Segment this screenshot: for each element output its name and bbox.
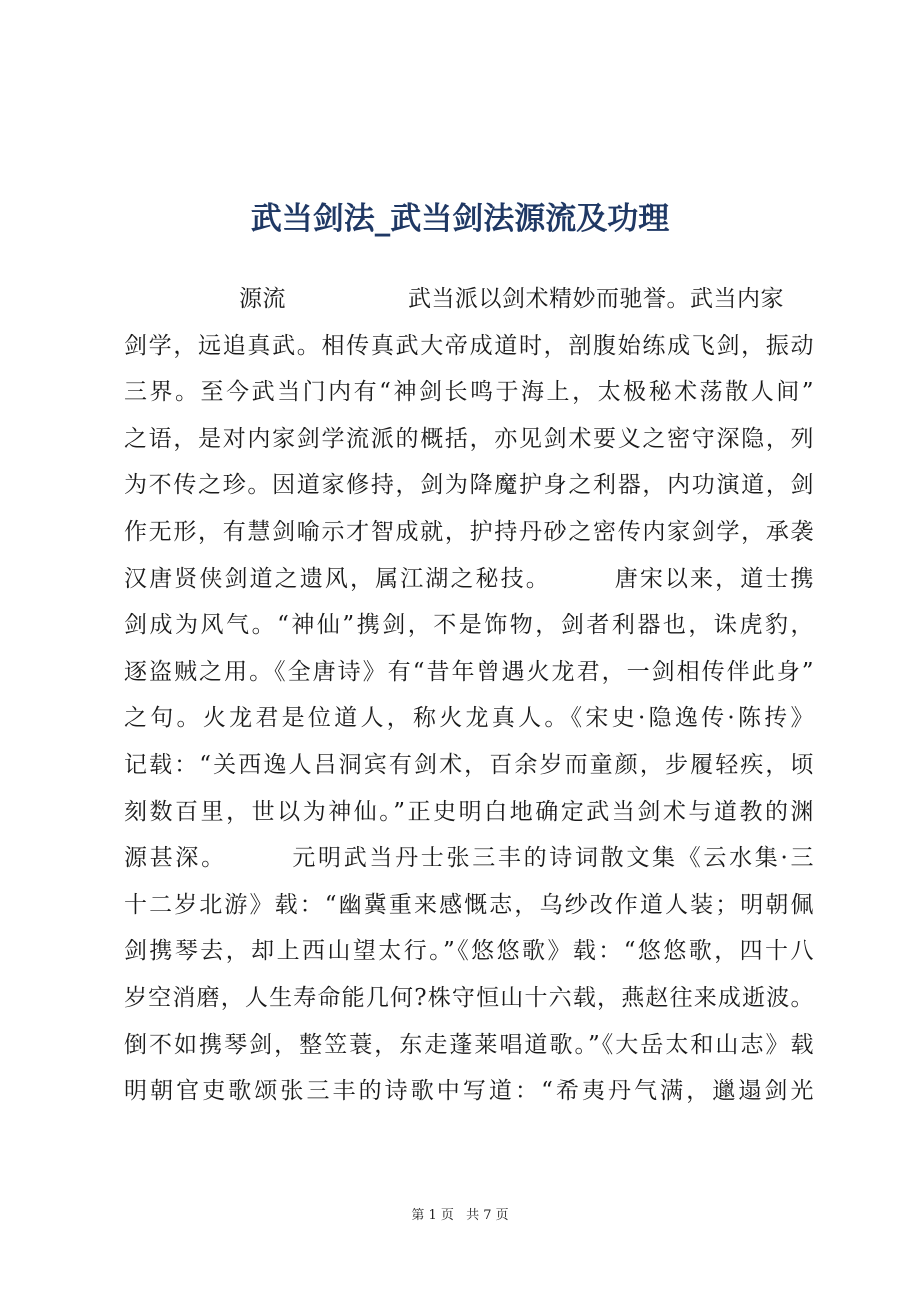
page-number: 第 1 页 (411, 1208, 454, 1223)
body-line: 逐盗贼之用。《全唐诗》有“昔年曾遇火龙君，一剑相传伴此身” (124, 658, 814, 685)
body-line: 之句。火龙君是位道人，称火龙真人。《宋史·隐逸传·陈抟》 (124, 705, 814, 732)
body-line: 汉唐贤侠剑道之遗风，属江湖之秘技。 唐宋以来，道士携 (124, 565, 814, 592)
body-line: 源甚深。 元明武当丹士张三丰的诗词散文集《云水集·三 (124, 845, 814, 872)
page-footer (0, 1207, 920, 1225)
page-total: 共 7 页 (466, 1208, 509, 1223)
body-line-text: 武当派以剑术精妙而驰誉。武当内家 (408, 286, 784, 312)
document-body (124, 276, 814, 1115)
body-line: 作无形，有慧剑喻示才智成就，护持丹砂之密传内家剑学，承袭 (124, 518, 814, 545)
body-line: 剑成为风气。“神仙”携剑，不是饰物，剑者利器也，诛虎豹， (124, 612, 814, 639)
body-line: 倒不如携琴剑，整笠蓑，东走蓬莱唱道歌。”《大岳太和山志》载 (124, 1031, 814, 1058)
body-line: 十二岁北游》载：“幽冀重来感慨志，乌纱改作道人装；明朝佩 (124, 891, 814, 918)
body-line: 明朝官吏歌颂张三丰的诗歌中写道：“希夷丹气满，邋遢剑光 (124, 1078, 814, 1105)
document-title: 武当剑法_武当剑法源流及功理 (250, 201, 670, 237)
body-line: 剑学，远追真武。相传真武大帝成道时，剖腹始练成飞剑，振动 (124, 332, 814, 359)
body-line (124, 276, 814, 323)
section-heading: 源流 (239, 286, 286, 312)
body-line: 记载：“关西逸人吕洞宾有剑术，百余岁而童颜，步履轻疾，顷 (124, 751, 814, 778)
body-line: 之语，是对内家剑学流派的概括，亦见剑术要义之密守深隐，列 (124, 425, 814, 452)
body-line: 剑携琴去，却上西山望太行。”《悠悠歌》载：“悠悠歌，四十八 (124, 938, 814, 965)
body-line: 岁空消磨，人生寿命能几何?株守恒山十六载，燕赵往来成逝波。 (124, 984, 814, 1011)
body-line: 为不传之珍。因道家修持，剑为降魔护身之利器，内功演道，剑 (124, 472, 814, 499)
body-line: 刻数百里，世以为神仙。”正史明白地确定武当剑术与道教的渊 (124, 798, 814, 825)
body-line: 三界。至今武当门内有“神剑长鸣于海上，太极秘术荡散人间” (124, 379, 814, 406)
